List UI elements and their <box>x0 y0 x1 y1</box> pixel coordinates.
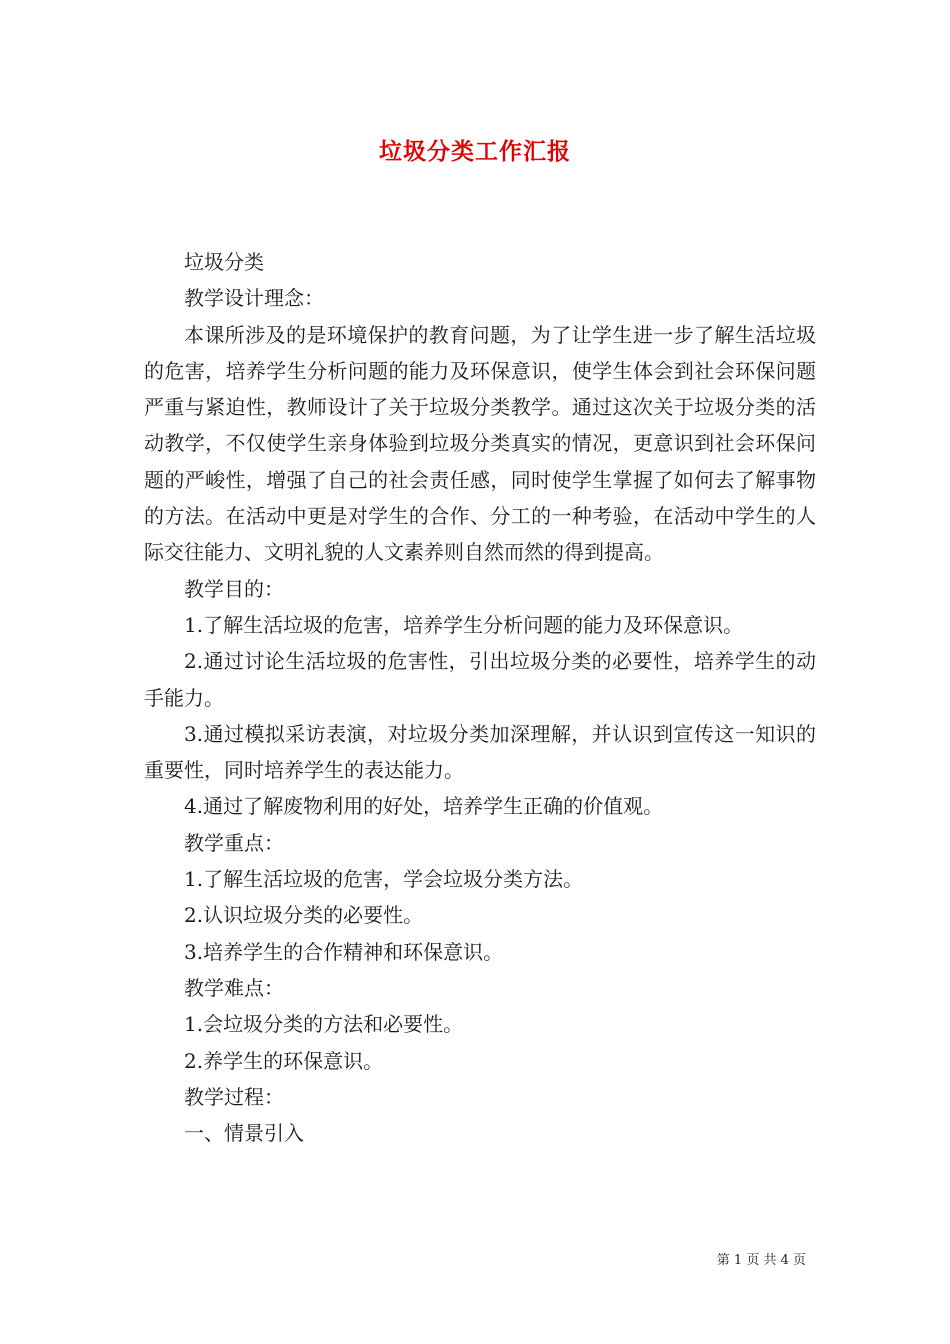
paragraph: 教学重点： <box>184 830 284 855</box>
paragraph: 2.养学生的环保意识。 <box>184 1048 384 1073</box>
paragraph: 垃圾分类 <box>184 250 264 274</box>
paragraph: 教学设计理念： <box>184 286 324 311</box>
document-title: 垃圾分类工作汇报 <box>379 138 571 165</box>
paragraph: 教学目的： <box>184 576 284 601</box>
paragraph: 1.了解生活垃圾的危害，培养学生分析问题的能力及环保意识。 <box>184 612 744 637</box>
document-body <box>144 244 816 1151</box>
paragraph: 3.培养学生的合作精神和环保意识。 <box>184 939 504 964</box>
paragraph: 2.认识垃圾分类的必要性。 <box>184 903 424 928</box>
paragraph: 2.通过讨论生活垃圾的危害性，引出垃圾分类的必要性，培养学生的动手能力。 <box>144 649 816 710</box>
paragraph: 教学过程： <box>184 1084 284 1109</box>
paragraph: 本课所涉及的是环境保护的教育问题，为了让学生进一步了解生活垃圾的危害，培养学生分析问题的能力及环保意识，使学生体会到社会环保问题严重与紧迫性，教师设计了关于垃圾分类教学。通过这次关于垃圾分类的活动教学，不仅使学生亲身体验到垃圾分类真实的情况，更意识到社会环保问题的严峻性，增强了自己的社会责任感，同时使学生掌握了如何去了解事物的方法。在活动中更是对学生的合作、分工的一种考验，在活动中学生的人际交往能力、文明礼貌的人文素养则自然而然的得到提高。 <box>144 322 816 565</box>
paragraph: 1.了解生活垃圾的危害，学会垃圾分类方法。 <box>184 867 584 892</box>
paragraph: 3.通过模拟采访表演，对垃圾分类加深理解，并认识到宣传这一知识的重要性，同时培养学生的表达能力。 <box>144 721 816 783</box>
paragraph: 教学难点： <box>184 975 284 1000</box>
paragraph: 4.通过了解废物利用的好处，培养学生正确的价值观。 <box>184 794 664 819</box>
page-number: 第 1 页 共 4 页 <box>716 1253 806 1268</box>
paragraph: 1.会垃圾分类的方法和必要性。 <box>184 1012 464 1037</box>
paragraph: 一、情景引入 <box>184 1121 304 1146</box>
